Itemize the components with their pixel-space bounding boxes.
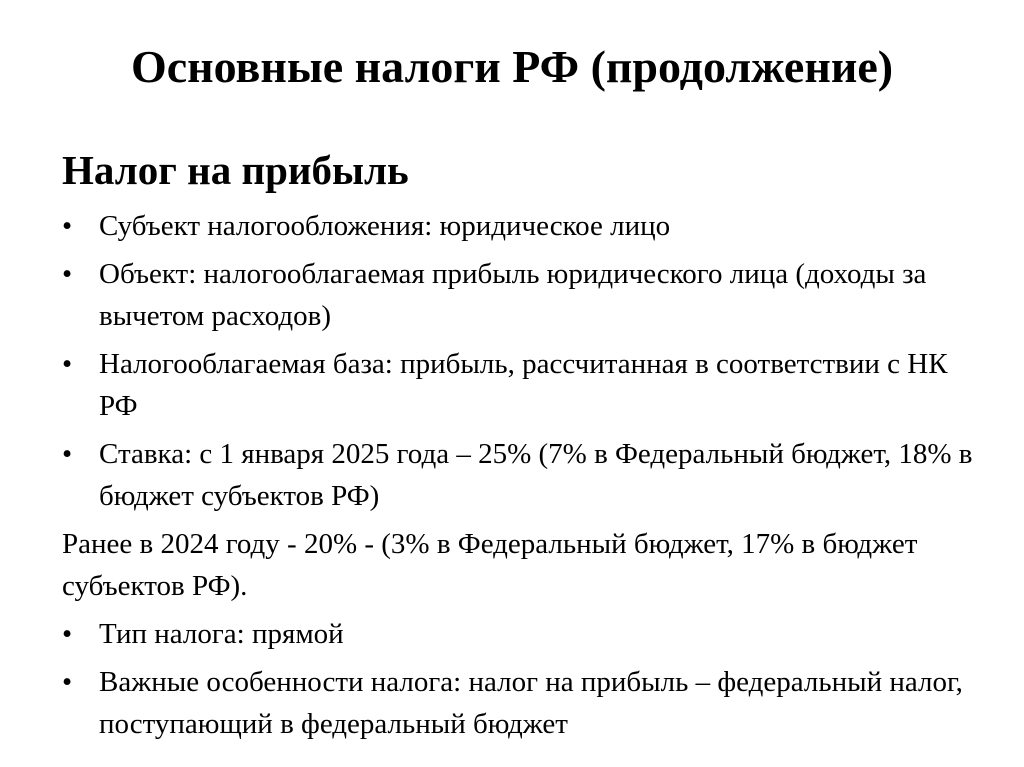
- bullet-marker: •: [62, 618, 73, 650]
- slide-title: Основные налоги РФ (продолжение): [130, 41, 894, 92]
- list-item-rate: [62, 433, 982, 517]
- list-item-text: Субъект налогообложения: юридическое лицо: [99, 210, 671, 242]
- bullet-marker: •: [62, 438, 73, 470]
- previous-rate-note: Ранее в 2024 году - 20% - (3% в Федеральный бюджет, 17% в бюджет субъектов РФ).: [62, 528, 918, 602]
- list-item-tax-type: [62, 613, 982, 655]
- list-item-text: Объект: налогооблагаемая прибыль юридического лица (доходы за вычетом расходов): [99, 258, 927, 332]
- bullet-marker: •: [62, 348, 73, 380]
- bullet-marker: •: [62, 258, 73, 290]
- list-item-features: [62, 661, 982, 745]
- list-item-text: Ставка: с 1 января 2025 года – 25% (7% в Федеральный бюджет, 18% в бюджет субъектов РФ): [99, 438, 973, 512]
- list-item-text: Важные особенности налога: налог на прибыль – федеральный налог, поступающий в федеральный бюджет: [99, 666, 963, 740]
- bullet-marker: •: [62, 666, 73, 698]
- list-item-text: Тип налога: прямой: [99, 618, 344, 650]
- list-item-tax-base: [62, 343, 982, 427]
- list-item-subject: [62, 205, 982, 247]
- section-heading: Налог на прибыль: [62, 147, 409, 193]
- slide-body: [62, 205, 982, 751]
- list-item-object: [62, 253, 982, 337]
- list-item-text: Налогооблагаемая база: прибыль, рассчитанная в соответствии с НК РФ: [99, 348, 948, 422]
- bullet-marker: •: [62, 210, 73, 242]
